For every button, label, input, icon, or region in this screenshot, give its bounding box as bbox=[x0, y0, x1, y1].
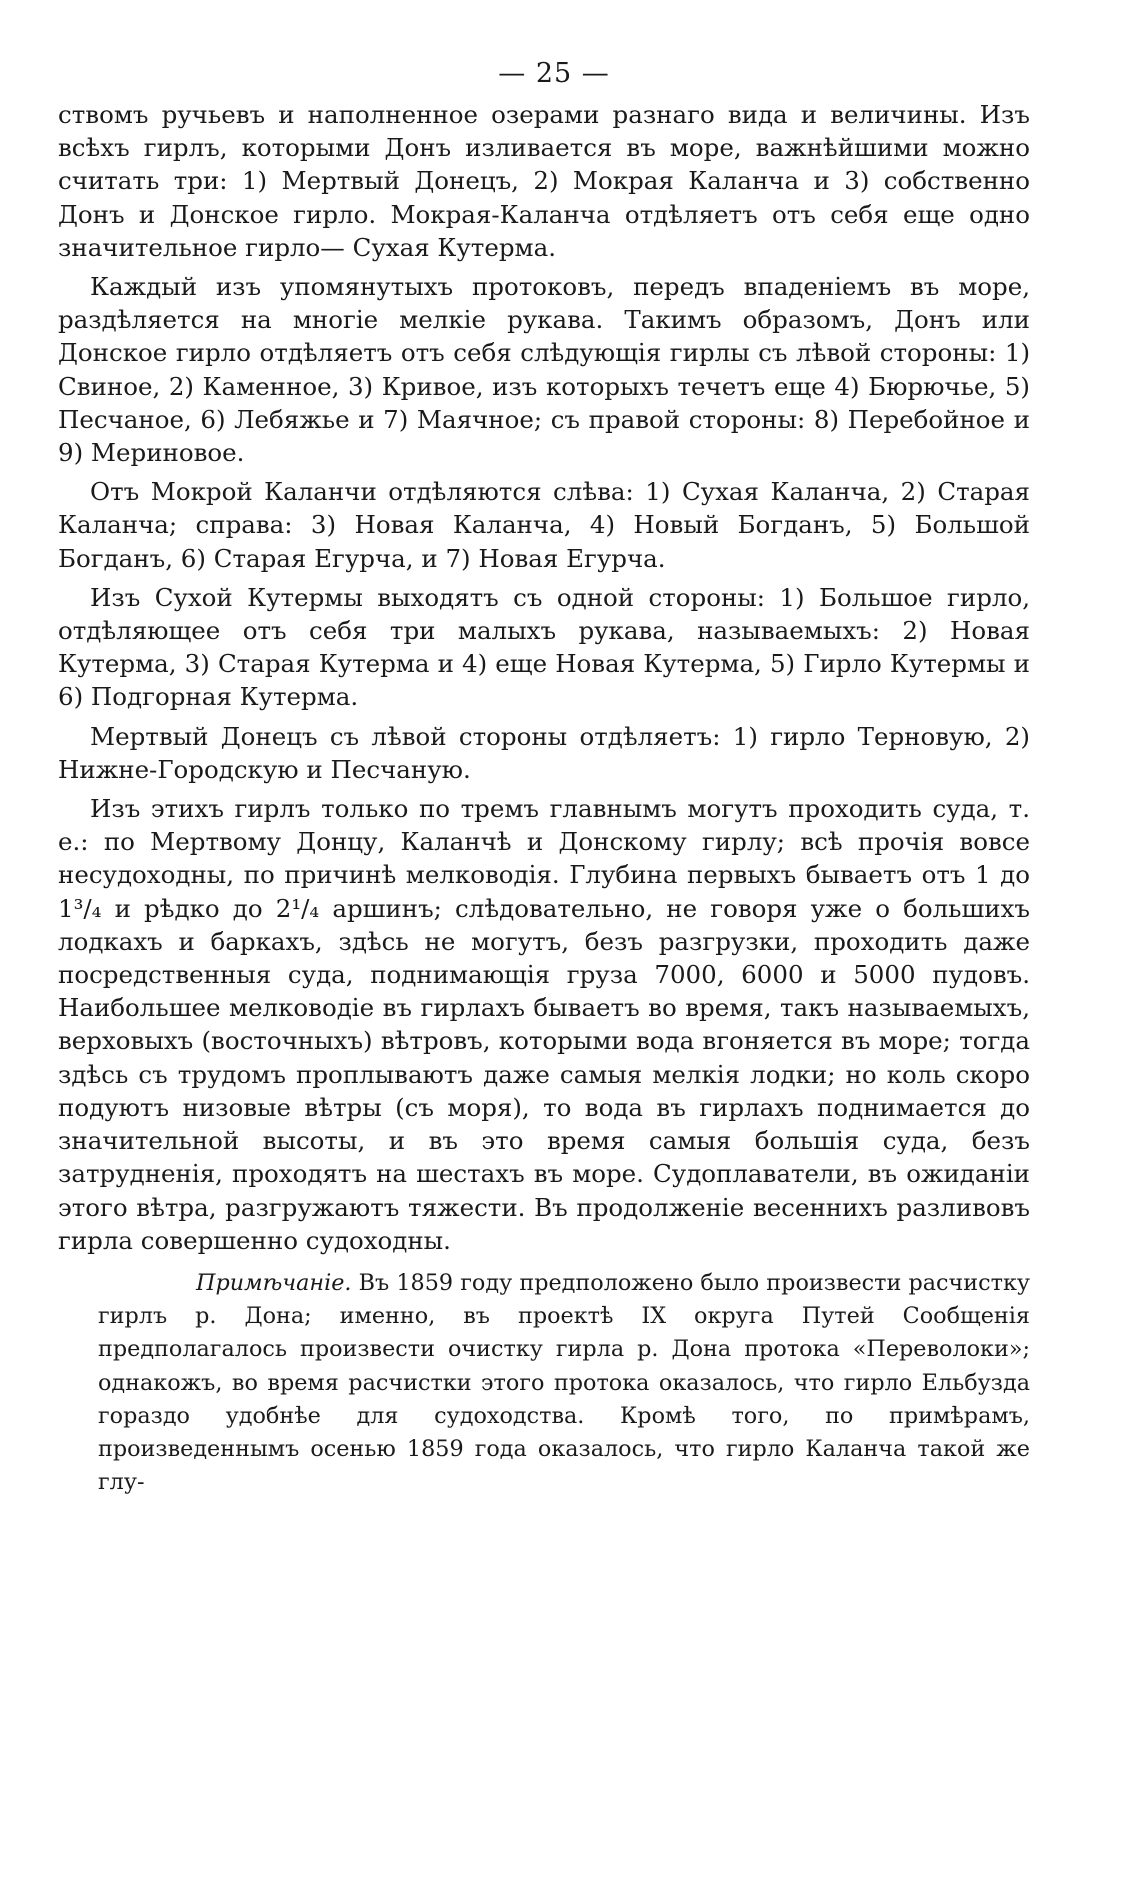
paragraph-mokraya-kalancha: Отъ Мокрой Каланчи отдѣляются слѣва: 1) Сухая Каланча, 2) Старая Каланча; справа: 3) Новая Каланча, 4) Новый Богданъ, 5) Большой Богданъ, 6) Старая Егурча, и 7) Новая Егурча. bbox=[58, 477, 1030, 573]
paragraph-river-branches: Каждый изъ упомянутыхъ протоковъ, передъ впаденіемъ въ море, раздѣляется на многіе мелкіе рукава. Такимъ образомъ, Донъ или Донское гирло отдѣляетъ отъ себя слѣдующія гирлы съ лѣвой стороны: 1) Свиное, 2) Каменное, 3) Кривое, изъ которыхъ течетъ еще 4) Бюрючье, 5) Песчаное, 6) Лебяжье и 7) Маячное; съ правой стороны: 8) Перебойное и 9) Мериновое. bbox=[58, 272, 1030, 468]
footnote-label: Примѣчаніе. bbox=[196, 1269, 352, 1296]
paragraph-sukhaya-kuterma: Изъ Сухой Кутермы выходятъ съ одной стороны: 1) Большое гирло, отдѣляющее отъ себя три малыхъ рукава, называемыхъ: 2) Новая Кутерма, 3) Старая Кутерма и 4) еще Новая Кутерма, 5) Гирло Кутермы и 6) Подгорная Кутерма. bbox=[58, 582, 1030, 712]
footnote bbox=[98, 1267, 1030, 1499]
page-number: — 25 — bbox=[498, 58, 610, 89]
book-page bbox=[58, 58, 1030, 1499]
paragraph-continuation: ствомъ ручьевъ и наполненное озерами разнаго вида и величины. Изъ всѣхъ гирлъ, которыми Донъ изливается въ море, важнѣйшими можно считать три: 1) Мертвый Донецъ, 2) Мокрая Каланча и 3) собственно Донъ и Донское гирло. Мокрая-Каланча отдѣляетъ отъ себя еще одно значительное гирло— Сухая Кутерма. bbox=[58, 100, 1030, 262]
paragraph-mertvy-donets: Мертвый Донецъ съ лѣвой стороны отдѣляетъ: 1) гирло Терновую, 2) Нижне-Городскую и Песчаную. bbox=[58, 721, 1030, 784]
footnote-text: Въ 1859 году предположено было произвести расчистку гирлъ р. Дона; именно, въ проектѣ IX округа Путей Сообщенія предполагалось произвести очистку гирла р. Дона протока «Переволоки»; однакожъ, во время расчистки этого протока оказалось, что гирло Ельбузда гораздо удобнѣе для судоходства. Кромѣ того, по примѣрамъ, произведеннымъ осенью 1859 года оказалось, что гирло Каланча такой же глу- bbox=[98, 1269, 1030, 1496]
paragraph-navigation: Изъ этихъ гирлъ только по тремъ главнымъ могутъ проходить суда, т. е.: по Мертвому Донцу, Каланчѣ и Донскому гирлу; всѣ прочія вовсе несудоходны, по причинѣ мелководія. Глубина первыхъ бываетъ отъ 1 до 1³/₄ и рѣдко до 2¹/₄ аршинъ; слѣдовательно, не говоря уже о большихъ лодкахъ и баркахъ, здѣсь не могутъ, безъ разгрузки, проходить даже посредственныя суда, поднимающія груза 7000, 6000 и 5000 пудовъ. Наибольшее мелководіе въ гирлахъ бываетъ во время, такъ называемыхъ, верховыхъ (восточныхъ) вѣтровъ, которыми вода вгоняется въ море; тогда здѣсь съ трудомъ проплываютъ даже самыя мелкія лодки; но коль скоро подуютъ низовые вѣтры (съ моря), то вода въ гирлахъ поднимается до значительной высоты, и въ это время самыя большія суда, безъ затрудненія, проходятъ на шестахъ въ море. Судоплаватели, въ ожиданіи этого вѣтра, разгружаютъ тяжести. Въ продолженіе весеннихъ разливовъ гирла совершенно судоходны. bbox=[58, 794, 1030, 1255]
